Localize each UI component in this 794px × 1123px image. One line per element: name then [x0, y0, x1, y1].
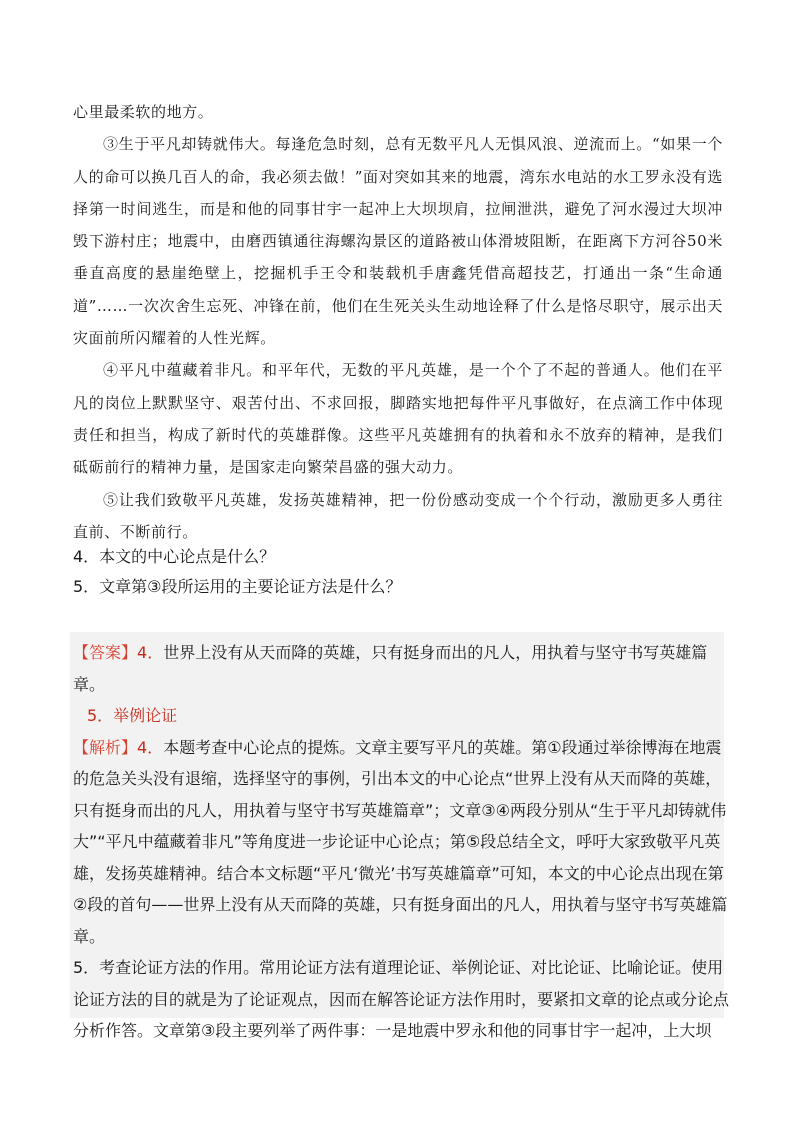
answer-4-text: 世界上没有从天而降的英雄，只有挺身而出的凡人，用执着与坚守书写英雄篇章。: [73, 643, 708, 694]
passage-paragraph-4: ④平凡中蕴藏着非凡。和平年代，无数的平凡英雄，是一个个了不起的普通人。他们在平凡的岗位上默默坚守、艰苦付出、不求回报，脚踏实地把每件平凡事做好，在点滴工作中体现责任和担当，构成了新时代的英雄群像。这些平凡英雄拥有的执着和永不放弃的精神，是我们砥砺前行的精神力量，是国家走向繁荣昌盛的强大动力。: [73, 361, 723, 477]
analysis-tag: 【解析】: [73, 737, 138, 757]
analysis-5: 5．考查论证方法的作用。常用论证方法有道理论证、举例论证、对比论证、比喻论证。使用论证方法的目的就是为了论证观点，因而在解答论证方法作用时，要紧扣文章的论点或分论点分析作答。文章第③段主要列举了两件事：一是地震中罗永和他的同事甘宇一起冲，上大坝: [73, 958, 730, 1040]
analysis-4: [73, 732, 737, 953]
passage-paragraph-3: ③生于平凡却铸就伟大。每逢危急时刻，总有无数平凡人无惧风浪、逆流而上。“如果一个人的命可以换几百人的命，我必须去做！”面对突如其来的地震，湾东水电站的水工罗永没有选择第一时间逃生，而是和他的同事甘宇一起冲上大坝坝肩，拉闸泄洪，避免了河水漫过大坝冲毁下游村庄；地震中，由磨西镇通往海螺沟景区的道路被山体滑坡阻断，在距离下方河谷50米垂直高度的悬崖绝壁上，挖掘机手王令和装载机手唐鑫凭借高超技艺，打通出一条“生命通道”……一次次舍生忘死、冲锋在前，他们在生死关头生动地诠释了什么是恪尽职守，展示出天灾面前所闪耀着的人性光辉。: [73, 135, 723, 348]
reading-passage: [73, 96, 723, 548]
question-5: 5．文章第③段所运用的主要论证方法是什么？: [73, 577, 402, 596]
analysis-4-text: 本题考查中心论点的提炼。文章主要写平凡的英雄。第①段通过举徐博海在地震的危急关头没有退缩，选择坚守的事例，引出本文的中心论点“世界上没有从天而降的英雄，只有挺身而出的凡人，用执着与坚守书写英雄篇章”；文章③④两段分别从“生于平凡却铸就伟大”“平凡中蕴藏着非凡”等角度进一步论证中心论点；第⑤段总结全文，呼吁大家致敬平凡英雄，发扬英雄精神。结合本文标题“平凡‘微光’书写英雄篇章”可知，本文的中心论点出现在第②段的首句——世界上没有从天而降的英雄，只有挺身面出的凡人，用执着与坚守书写英雄篇章。: [73, 737, 728, 946]
analysis-4-number: 4．: [137, 737, 164, 757]
answer-5: 5．举例论证: [87, 706, 178, 725]
answer-4-number: 4．: [137, 643, 164, 662]
passage-paragraph-2-end: 心里最柔软的地方。: [73, 103, 214, 121]
answer-line-4: [73, 637, 737, 700]
question-list: [73, 542, 733, 602]
answer-tag: 【答案】: [73, 643, 138, 662]
answer-analysis-section: [73, 637, 737, 1047]
passage-paragraph-5: ⑤让我们致敬平凡英雄，发扬英雄精神，把一份份感动变成一个个行动，激励更多人勇往直前、不断前行。: [73, 490, 723, 541]
question-4: 4．本文的中心论点是什么？: [73, 547, 276, 566]
